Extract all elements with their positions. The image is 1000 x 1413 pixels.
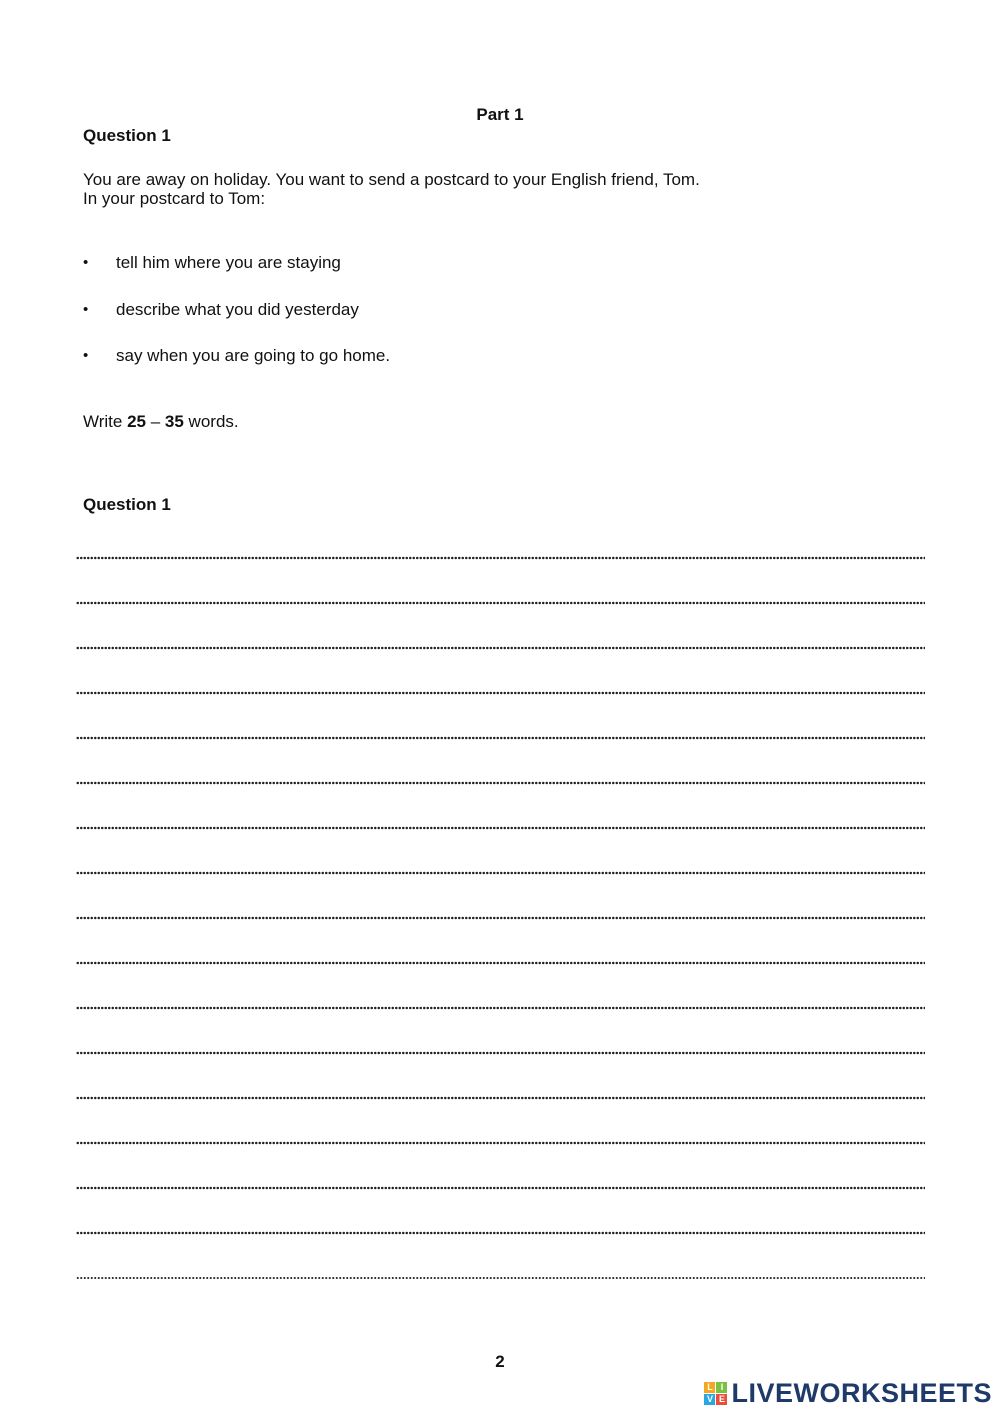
word-count-max: 35 xyxy=(164,412,184,431)
part-title: Part 1 xyxy=(476,105,524,124)
word-count-separator: – xyxy=(146,412,165,431)
answer-line[interactable] xyxy=(76,781,925,785)
task-bullet-list xyxy=(83,253,390,393)
answer-line[interactable] xyxy=(76,601,925,605)
brand-watermark xyxy=(704,1378,992,1409)
task-bullet-item xyxy=(83,300,390,347)
answer-line[interactable] xyxy=(76,1231,925,1235)
brand-logo-letter: I xyxy=(716,1382,727,1393)
answer-line[interactable] xyxy=(76,871,925,875)
task-bullet-item xyxy=(83,253,390,300)
task-bullet-item xyxy=(83,346,390,393)
answer-line[interactable] xyxy=(76,961,925,965)
brand-logo-letter: V xyxy=(704,1394,715,1405)
answer-line[interactable] xyxy=(76,916,925,920)
intro-line-1: You are away on holiday. You want to send a postcard to your English friend, Tom. xyxy=(83,170,700,189)
brand-logo-letter: L xyxy=(704,1382,715,1393)
answer-lines[interactable] xyxy=(76,556,925,1280)
answer-line[interactable] xyxy=(76,826,925,830)
answer-line[interactable] xyxy=(76,1186,925,1190)
intro-line-2: In your postcard to Tom: xyxy=(83,189,266,208)
answer-line[interactable] xyxy=(76,1006,925,1010)
answer-line[interactable] xyxy=(76,1276,925,1280)
bullet-icon: • xyxy=(83,347,89,364)
brand-name: LIVEWORKSHEETS xyxy=(731,1378,992,1408)
task-bullet-text: tell him where you are staying xyxy=(116,253,341,272)
word-count-min: 25 xyxy=(127,412,146,431)
answer-line[interactable] xyxy=(76,691,925,695)
answer-line[interactable] xyxy=(76,736,925,740)
answer-line[interactable] xyxy=(76,1141,925,1145)
brand-logo-icon xyxy=(704,1382,727,1405)
answer-heading: Question 1 xyxy=(83,495,171,514)
brand-logo-letter: E xyxy=(716,1394,727,1405)
answer-line[interactable] xyxy=(76,646,925,650)
answer-line[interactable] xyxy=(76,1096,925,1100)
word-count-suffix: words. xyxy=(183,412,239,431)
answer-line[interactable] xyxy=(76,1051,925,1055)
task-bullet-text: describe what you did yesterday xyxy=(116,299,359,319)
task-bullet-text: say when you are going to go home. xyxy=(116,346,391,365)
bullet-icon: • xyxy=(83,300,89,318)
bullet-icon: • xyxy=(83,254,89,271)
word-count-prefix: Write xyxy=(83,412,128,431)
page-number: 2 xyxy=(495,1352,505,1371)
question-intro xyxy=(83,170,700,208)
word-count-instruction xyxy=(83,412,239,432)
answer-line[interactable] xyxy=(76,556,925,560)
question-heading: Question 1 xyxy=(83,126,171,145)
